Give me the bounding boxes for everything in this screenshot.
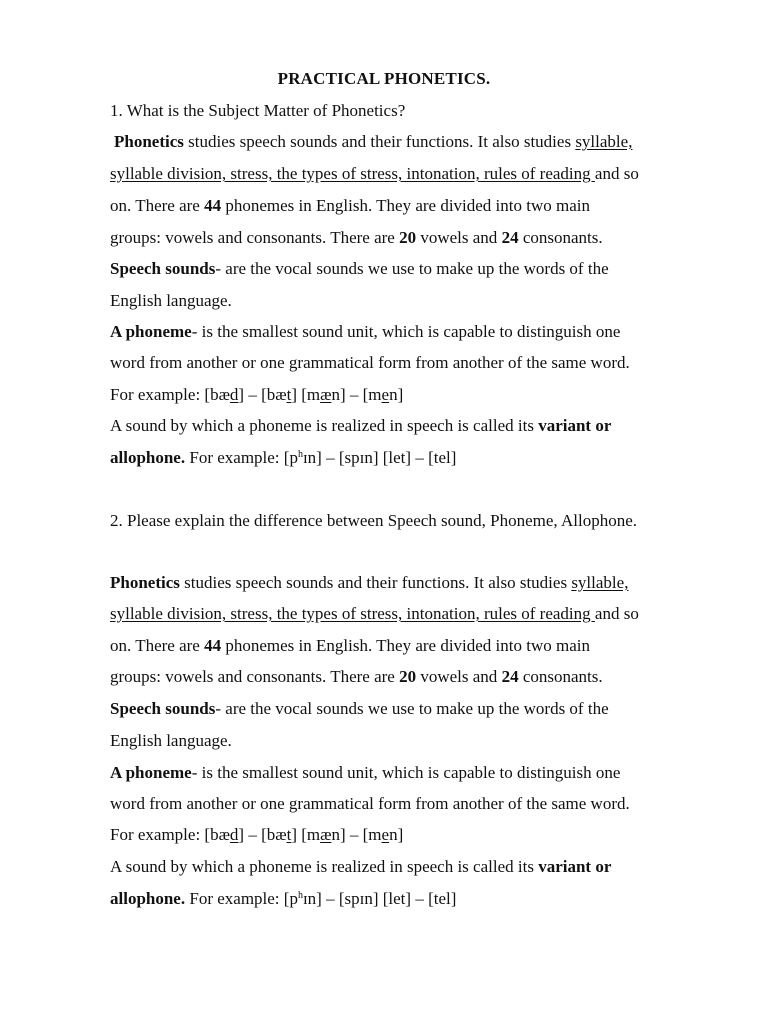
text: - is the smallest sound unit, which is capable to distinguish one [191, 763, 621, 782]
text: For example: [p [185, 448, 298, 467]
text: groups: vowels and consonants. There are [110, 667, 400, 686]
text: - is the smallest sound unit, which is capable to distinguish one [191, 322, 621, 341]
text: ] [m [291, 825, 321, 844]
bold-number: 44 [204, 196, 222, 215]
question-1: 1. What is the Subject Matter of Phonetics? [110, 101, 406, 120]
answer-1-line-4 [110, 228, 603, 248]
term-speech-sounds: Speech sounds [110, 259, 216, 278]
text: n] [389, 825, 404, 844]
answer-1-line-2 [110, 164, 639, 184]
underlined-text: syllable, [571, 573, 629, 592]
underlined-text: syllable division, stress, the types of stress, intonation, rules of reading [110, 164, 595, 183]
term-phoneme: A phoneme [110, 763, 192, 782]
underlined-text: e [381, 825, 390, 844]
text: on. There are [110, 636, 205, 655]
text: on. There are [110, 196, 205, 215]
text: ] – [bæ [238, 385, 287, 404]
term-allophone: allophone. [110, 448, 186, 467]
text: n] – [m [331, 825, 382, 844]
answer-1-line-9 [110, 385, 403, 405]
underlined-text: æ [320, 385, 332, 404]
text: phonemes in English. They are divided into two main [221, 196, 590, 215]
underlined-text: æ [320, 825, 332, 844]
text: groups: vowels and consonants. There are [110, 228, 400, 247]
text: ] [m [291, 385, 321, 404]
bold-number: 24 [501, 667, 519, 686]
text: consonants. [518, 667, 603, 686]
answer-1-line-10 [110, 416, 611, 436]
term-phonetics: Phonetics [110, 573, 180, 592]
answer-1-line-7 [110, 322, 620, 342]
text: n] – [m [331, 385, 382, 404]
text: vowels and [416, 667, 502, 686]
text: - are the vocal sounds we use to make up the words of the [215, 699, 609, 718]
bold-number: 20 [399, 667, 417, 686]
answer-2-line-8: word from another or one grammatical form from another of the same word. [110, 794, 630, 813]
underlined-text: t [286, 825, 292, 844]
answer-2-line-3 [110, 636, 590, 656]
text: studies speech sounds and their functions. It also studies [179, 573, 572, 592]
underlined-text: syllable, [575, 132, 633, 151]
underlined-text: d [229, 385, 239, 404]
text: n] [389, 385, 404, 404]
underlined-text: t [286, 385, 292, 404]
answer-2-line-6: English language. [110, 731, 232, 750]
text: A sound by which a phoneme is realized in speech is called its [110, 416, 539, 435]
page-title: PRACTICAL PHONETICS. [277, 69, 491, 88]
answer-1-line-11 [110, 448, 456, 468]
text: consonants. [518, 228, 603, 247]
bold-number: 44 [204, 636, 222, 655]
answer-2-line-9 [110, 825, 403, 845]
answer-2-line-7 [110, 763, 620, 783]
underlined-text: e [381, 385, 390, 404]
text: ] – [bæ [238, 825, 287, 844]
text: For example: [bæ [110, 825, 230, 844]
text: phonemes in English. They are divided into two main [221, 636, 590, 655]
answer-2-line-11 [110, 889, 456, 909]
underlined-text: d [229, 825, 239, 844]
text: ɪn] – [spɪn] [let] – [tel] [302, 448, 457, 467]
text: A sound by which a phoneme is realized in speech is called its [110, 857, 539, 876]
text: ɪn] – [spɪn] [let] – [tel] [302, 889, 457, 908]
term-variant: variant or [538, 857, 612, 876]
question-2: 2. Please explain the difference between Speech sound, Phoneme, Allophone. [110, 511, 638, 530]
term-allophone: allophone. [110, 889, 186, 908]
answer-2-line-4 [110, 667, 603, 687]
text: vowels and [416, 228, 502, 247]
answer-2-line-1 [110, 573, 628, 593]
answer-1-line-5 [110, 259, 609, 279]
bold-number: 20 [399, 228, 417, 247]
superscript: h [297, 890, 303, 901]
answer-1-line-8: word from another or one grammatical form from another of the same word. [110, 353, 630, 372]
answer-1-line-1 [114, 132, 632, 152]
term-phonetics: Phonetics [114, 132, 184, 151]
answer-1-line-3 [110, 196, 590, 216]
text: For example: [bæ [110, 385, 230, 404]
answer-2-line-5 [110, 699, 609, 719]
text: - are the vocal sounds we use to make up the words of the [215, 259, 609, 278]
bold-number: 24 [501, 228, 519, 247]
text: and so [594, 164, 639, 183]
underlined-text: syllable division, stress, the types of stress, intonation, rules of reading [110, 604, 595, 623]
answer-2-line-10 [110, 857, 611, 877]
term-speech-sounds: Speech sounds [110, 699, 216, 718]
term-variant: variant or [538, 416, 612, 435]
text: studies speech sounds and their functions. It also studies [183, 132, 576, 151]
text: For example: [p [185, 889, 298, 908]
answer-1-line-6: English language. [110, 291, 232, 310]
text: and so [594, 604, 639, 623]
term-phoneme: A phoneme [110, 322, 192, 341]
superscript: h [297, 449, 303, 460]
answer-2-line-2 [110, 604, 639, 624]
